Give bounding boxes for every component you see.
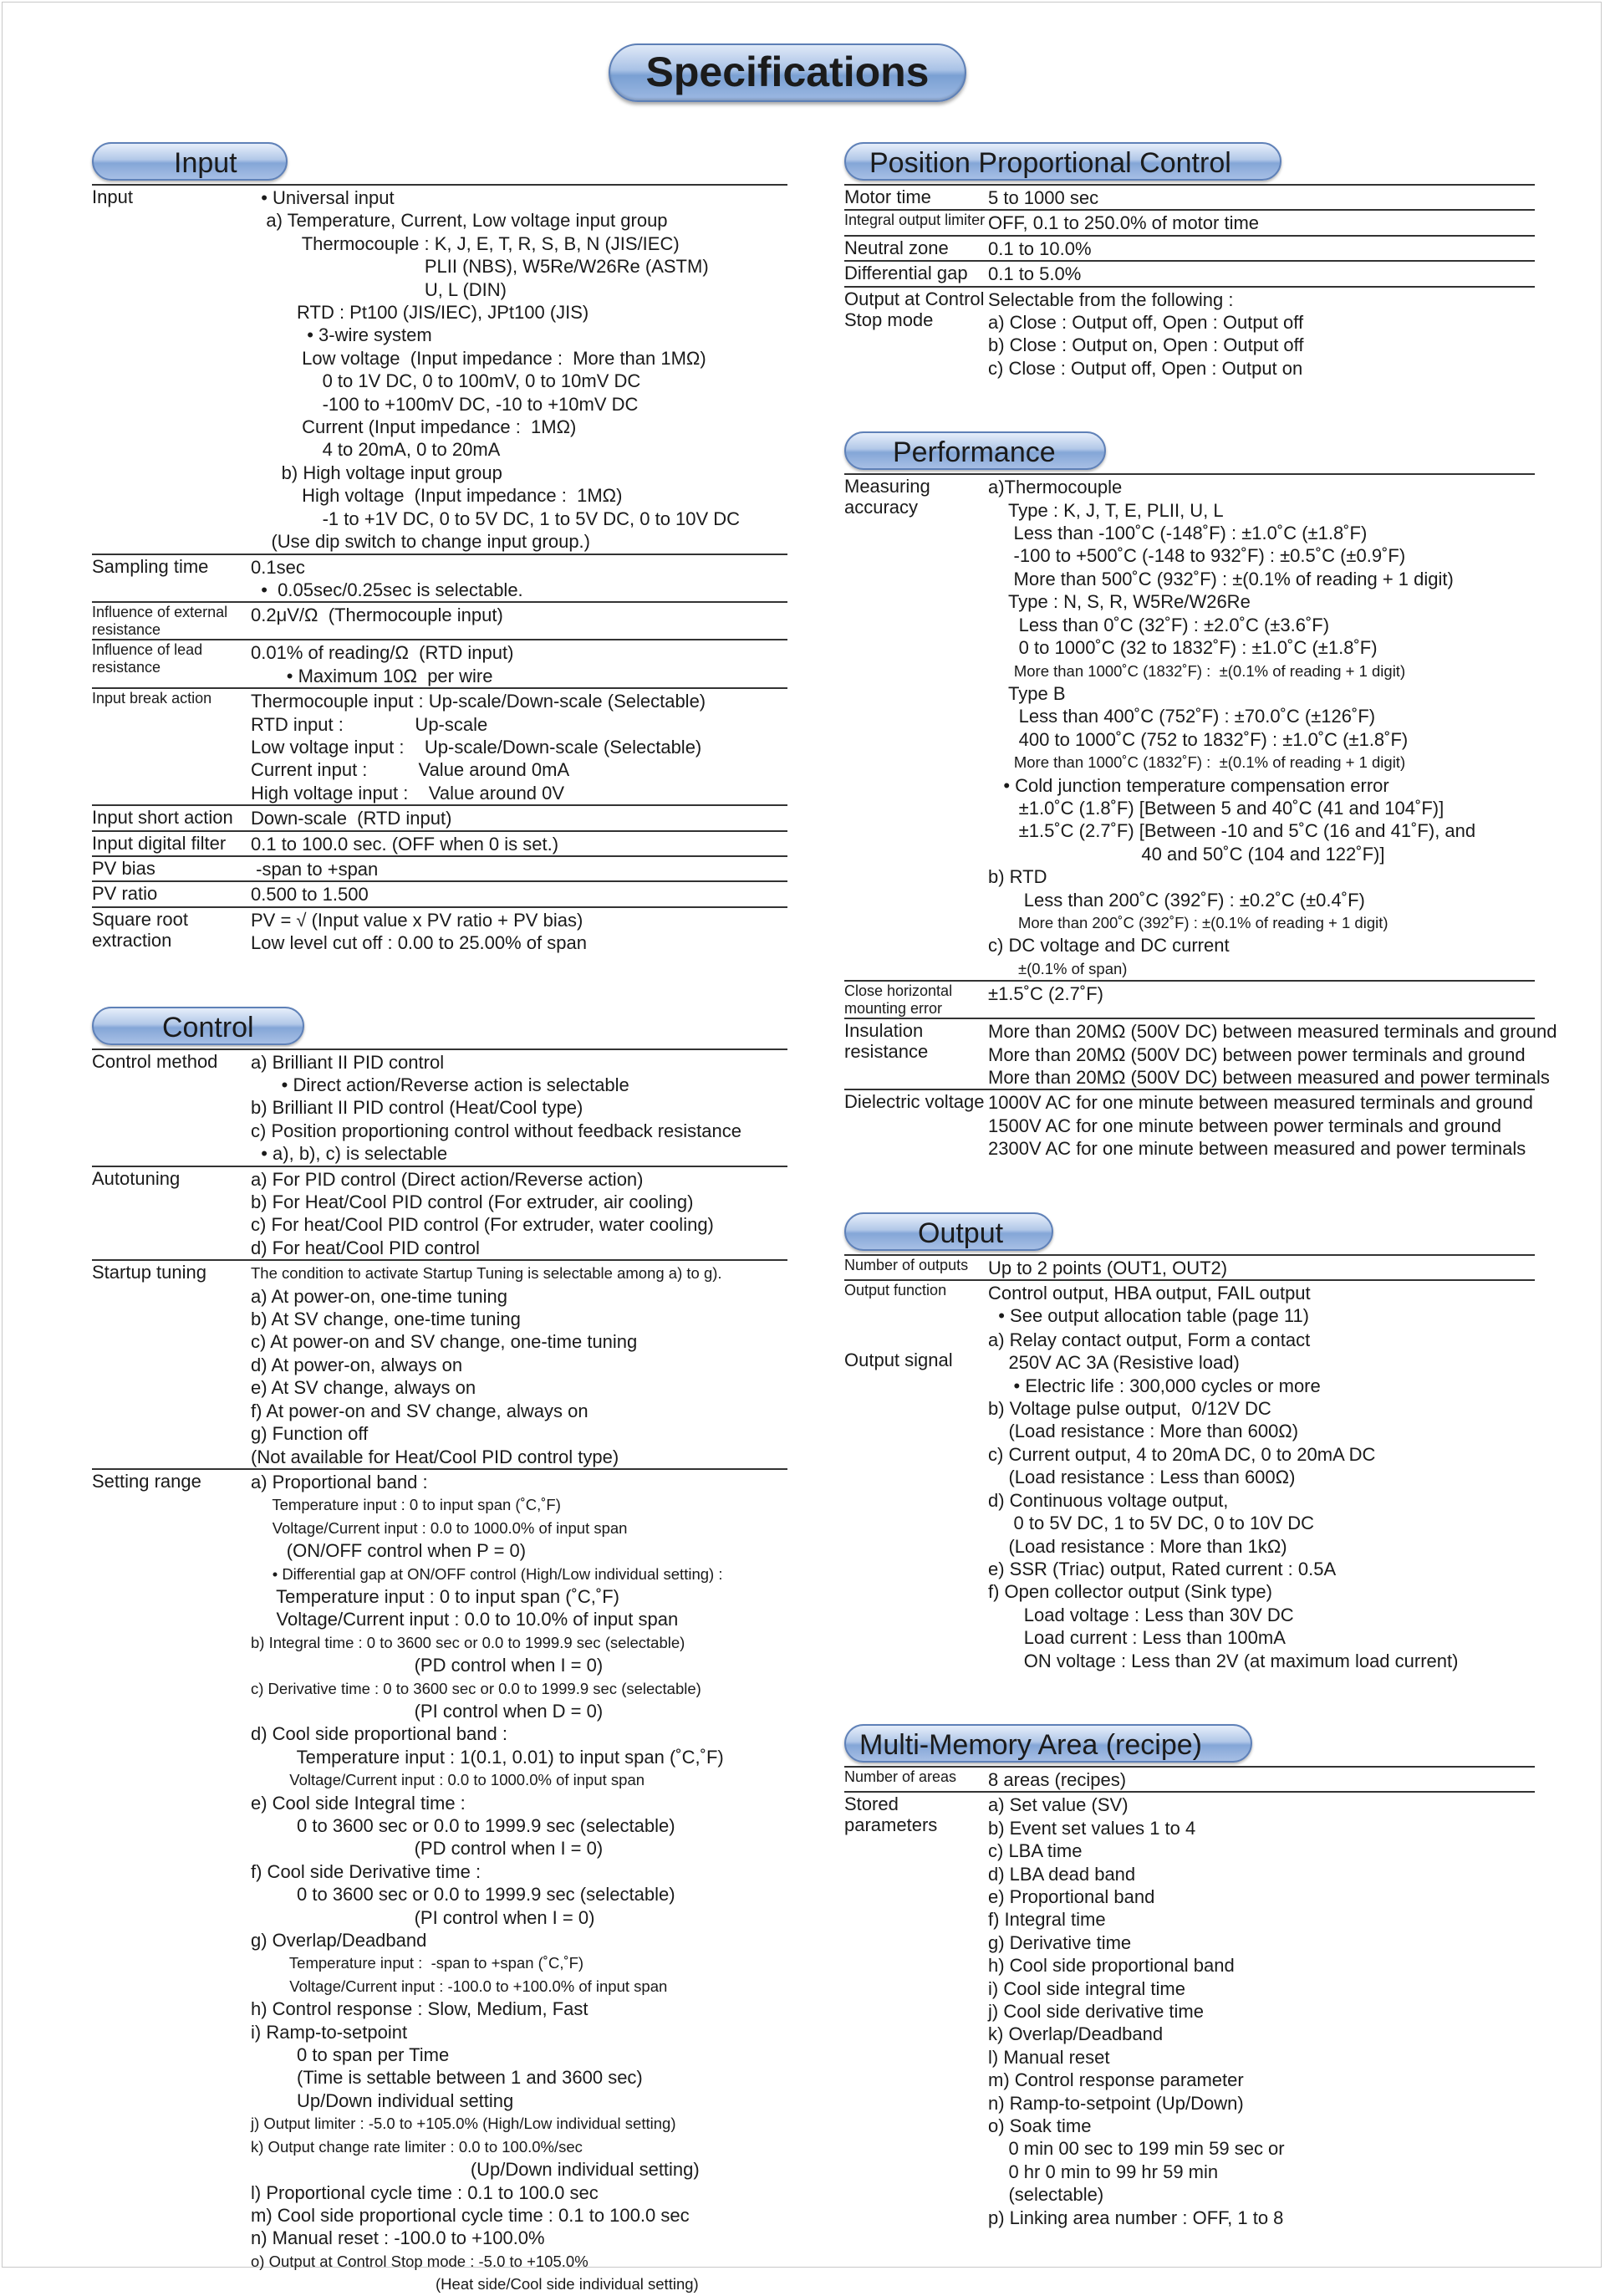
spec-line: h) Control response : Slow, Medium, Fast	[251, 1998, 588, 2020]
spec-line: -1 to +1V DC, 0 to 5V DC, 1 to 5V DC, 0 to 10V DC	[251, 508, 741, 529]
spec-line: j) Cool side derivative time	[988, 2001, 1204, 2022]
spec-line: 1000V AC for one minute between measured terminals and ground	[988, 1092, 1533, 1114]
spec-row	[92, 1470, 787, 2296]
spec-line: (PD control when I = 0)	[251, 1838, 604, 1860]
spec-line: High voltage (Input impedance : 1MΩ)	[251, 485, 623, 507]
spec-line: g) Function off	[251, 1423, 369, 1445]
spec-label: PV ratio	[92, 883, 158, 905]
spec-row	[92, 882, 787, 907]
spec-line: • Direct action/Reverse action is selectable	[251, 1074, 629, 1095]
spec-line: More than 20MΩ (500V DC) between measured and power terminals	[988, 1067, 1550, 1088]
spec-line: (Not available for Heat/Cool PID control type)	[251, 1446, 619, 1467]
spec-line: e) SSR (Triac) output, Rated current : 0.5A	[988, 1558, 1337, 1579]
spec-line: m) Control response parameter	[988, 2069, 1244, 2091]
spec-line: (ON/OFF control when P = 0)	[251, 1540, 527, 1562]
spec-row	[92, 908, 787, 955]
spec-line: Up to 2 points (OUT1, OUT2)	[988, 1257, 1228, 1278]
spec-line: Temperature input : 0 to input span (˚C,˚F)	[251, 1585, 620, 1607]
spec-line: (selectable)	[988, 2184, 1104, 2206]
spec-line: g) Overlap/Deadband	[251, 1930, 427, 1952]
spec-line: ±1.0˚C (1.8˚F) [Between 5 and 40˚C (41 and 104˚F)]	[988, 797, 1444, 819]
spec-line: a) At power-on, one-time tuning	[251, 1285, 507, 1307]
spec-line: Less than 400˚C (752˚F) : ±70.0˚C (±126˚F)	[988, 706, 1376, 727]
spec-row	[92, 806, 787, 831]
spec-line: i) Cool side integral time	[988, 1977, 1185, 1999]
spec-line: i) Ramp-to-setpoint	[251, 2021, 408, 2043]
section-title: Control	[92, 1007, 304, 1045]
spec-label: Sampling time	[92, 555, 209, 577]
spec-value	[251, 908, 787, 955]
spec-line: a)Thermocouple	[988, 477, 1123, 498]
spec-label: Input short action	[92, 807, 233, 829]
spec-value	[988, 1768, 1535, 1791]
spec-line: 250V AC 3A (Resistive load)	[988, 1352, 1240, 1374]
spec-line: Less than 200˚C (392˚F) : ±0.2˚C (±0.4˚F)	[988, 889, 1365, 911]
spec-line: • 3-wire system	[251, 324, 432, 346]
spec-row	[92, 1050, 787, 1167]
spec-line: (PI control when D = 0)	[251, 1700, 604, 1722]
spec-line: h) Cool side proportional band	[988, 1955, 1235, 1977]
spec-label: Insulation resistance	[844, 1020, 929, 1063]
spec-line: 0.2μV/Ω (Thermocouple input)	[251, 605, 503, 626]
spec-line: k) Overlap/Deadband	[988, 2023, 1164, 2045]
spec-line: Low voltage input : Up-scale/Down-scale (Selectable)	[251, 736, 702, 758]
spec-line: 0.500 to 1.500	[251, 884, 369, 906]
spec-line: Type : K, J, T, E, PLII, U, L	[988, 499, 1224, 521]
spec-label: Output signal	[844, 1349, 953, 1370]
spec-row	[92, 186, 787, 555]
spec-line: (PI control when I = 0)	[251, 1906, 595, 1928]
spec-row	[92, 857, 787, 882]
spec-value	[988, 237, 1535, 260]
spec-value	[251, 186, 787, 554]
spec-label: Startup tuning	[92, 1262, 206, 1283]
spec-table	[92, 1049, 787, 2296]
spec-line: • Universal input	[251, 187, 395, 208]
spec-line: c) For heat/Cool PID control (For extruder, water cooling)	[251, 1214, 714, 1236]
spec-line: 4 to 20mA, 0 to 20mA	[251, 439, 501, 461]
spec-line: 0.1sec	[251, 556, 305, 578]
spec-line: Thermocouple input : Up-scale/Down-scale (Selectable)	[251, 691, 706, 712]
spec-row	[844, 475, 1535, 982]
spec-line: • Maximum 10Ω per wire	[251, 665, 493, 686]
spec-label: Output at Control Stop mode	[844, 288, 985, 330]
spec-line: o) Soak time	[988, 2115, 1092, 2137]
spec-label: Influence of external resistance	[92, 604, 228, 639]
spec-line: (PD control when I = 0)	[251, 1655, 604, 1676]
spec-label: Autotuning	[92, 1167, 181, 1189]
spec-line: Voltage/Current input : -100.0 to +100.0% of input span	[251, 1977, 668, 1995]
spec-label: Neutral zone	[844, 237, 949, 258]
spec-line: b) Voltage pulse output, 0/12V DC	[988, 1398, 1271, 1420]
spec-line: Low level cut off : 0.00 to 25.00% of span	[251, 932, 587, 954]
spec-value	[988, 262, 1535, 285]
spec-row	[844, 237, 1535, 262]
section-multi-memory-area-recipe	[844, 1724, 1535, 2229]
spec-line: l) Manual reset	[988, 2046, 1110, 2068]
spec-line: b) High voltage input group	[251, 462, 502, 483]
spec-value	[988, 1281, 1535, 1328]
spec-line: 1500V AC for one minute between power terminals and ground	[988, 1115, 1501, 1136]
spec-line: -span to +span	[251, 858, 379, 880]
spec-label: Input	[92, 186, 133, 207]
spec-line: 0 to 3600 sec or 0.0 to 1999.9 sec (selectable)	[251, 1815, 675, 1836]
spec-label: Control method	[92, 1050, 218, 1072]
spec-line: f) Open collector output (Sink type)	[988, 1581, 1272, 1603]
spec-line: Load current : Less than 100mA	[988, 1627, 1286, 1649]
spec-label: Integral output limiter	[844, 212, 986, 229]
spec-line: Thermocouple : K, J, E, T, R, S, B, N (JIS/IEC)	[251, 232, 680, 254]
spec-line: 5 to 1000 sec	[988, 187, 1099, 208]
spec-line: -100 to +100mV DC, -10 to +10mV DC	[251, 393, 639, 415]
section-position-proportional-control	[844, 142, 1535, 380]
spec-line: 0.1 to 100.0 sec. (OFF when 0 is set.)	[251, 833, 559, 855]
spec-row	[92, 640, 787, 689]
spec-line: Load voltage : Less than 30V DC	[988, 1604, 1294, 1625]
spec-label: Number of areas	[844, 1768, 957, 1785]
spec-line: d) Cool side proportional band :	[251, 1723, 507, 1745]
spec-line: 0 min 00 sec to 199 min 59 sec or	[988, 2138, 1285, 2160]
spec-line: ON voltage : Less than 2V (at maximum load current)	[988, 1650, 1459, 1671]
spec-value	[988, 288, 1535, 380]
right-column	[844, 142, 1557, 2229]
spec-value	[251, 1050, 787, 1166]
left-column	[92, 142, 787, 2296]
spec-line: c) Current output, 4 to 20mA DC, 0 to 20mA DC	[988, 1443, 1376, 1465]
spec-line: a) Relay contact output, Form a contact	[988, 1329, 1311, 1350]
spec-row	[844, 1768, 1535, 1793]
spec-line: 2300V AC for one minute between measured and power terminals	[988, 1138, 1526, 1160]
spec-line: c) LBA time	[988, 1840, 1083, 1862]
spec-line: (Time is settable between 1 and 3600 sec)	[251, 2067, 643, 2089]
spec-label: Stored parameters	[844, 1793, 938, 1836]
spec-value	[251, 832, 787, 855]
spec-line: Voltage/Current input : 0.0 to 10.0% of input span	[251, 1609, 679, 1630]
spec-row	[92, 555, 787, 604]
spec-line: 0 to 5V DC, 1 to 5V DC, 0 to 10V DC	[988, 1513, 1315, 1534]
spec-line: f) Cool side Derivative time :	[251, 1860, 482, 1882]
spec-line: • Electric life : 300,000 cycles or more	[988, 1375, 1321, 1396]
spec-line: b) Close : Output on, Open : Output off	[988, 334, 1304, 356]
spec-line: f) At power-on and SV change, always on	[251, 1400, 588, 1421]
spec-line: Temperature input : -span to +span (˚C,˚F)	[251, 1954, 584, 1972]
spec-line: Less than -100˚C (-148˚F) : ±1.0˚C (±1.8˚F)	[988, 523, 1368, 544]
spec-row	[844, 186, 1535, 211]
spec-line: More than 1000˚C (1832˚F) : ±(0.1% of reading + 1 digit)	[988, 661, 1406, 680]
spec-line: a) For PID control (Direct action/Reverse action)	[251, 1168, 644, 1190]
spec-line: PLII (NBS), W5Re/W26Re (ASTM)	[251, 256, 709, 278]
spec-label: Output function	[844, 1282, 947, 1299]
spec-line: f) Integral time	[988, 1909, 1106, 1931]
spec-line: Voltage/Current input : 0.0 to 1000.0% of input span	[251, 1518, 628, 1537]
spec-label: Setting range	[92, 1470, 201, 1492]
spec-line: 0 to 1V DC, 0 to 100mV, 0 to 10mV DC	[251, 370, 641, 392]
spec-line: a) Close : Output off, Open : Output off	[988, 312, 1304, 334]
spec-line: RTD input : Up-scale	[251, 713, 488, 735]
spec-line: PV = √ (Input value x PV ratio + PV bias)	[251, 909, 583, 931]
spec-row	[844, 1019, 1557, 1090]
spec-line: High voltage input : Value around 0V	[251, 782, 565, 804]
page-title: Specifications	[609, 43, 966, 102]
spec-line: 0.1 to 10.0%	[988, 237, 1092, 259]
spec-line: c) Close : Output off, Open : Output on	[988, 357, 1303, 379]
spec-label: Motor time	[844, 186, 931, 207]
spec-row	[844, 1256, 1535, 1281]
spec-line: b) RTD	[988, 866, 1047, 888]
spec-line: p) Linking area number : OFF, 1 to 8	[988, 2207, 1284, 2228]
spec-line: OFF, 0.1 to 250.0% of motor time	[988, 212, 1260, 234]
spec-line: e) At SV change, always on	[251, 1377, 476, 1399]
spec-line: ±(0.1% of span)	[988, 959, 1128, 977]
spec-line: c) Derivative time : 0 to 3600 sec or 0.0 to 1999.9 sec (selectable)	[251, 1679, 701, 1697]
spec-line: (Up/Down individual setting)	[251, 2159, 700, 2181]
spec-table	[844, 1254, 1535, 1672]
spec-row	[92, 603, 787, 640]
spec-value	[988, 186, 1535, 209]
spec-value	[988, 1019, 1557, 1089]
spec-line: b) At SV change, one-time tuning	[251, 1309, 521, 1330]
spec-value	[251, 603, 787, 639]
spec-row	[844, 1328, 1535, 1672]
spec-line: • Cold junction temperature compensation error	[988, 774, 1389, 796]
spec-line: b) Integral time : 0 to 3600 sec or 0.0 to 1999.9 sec (selectable)	[251, 1633, 685, 1651]
spec-line: o) Output at Control Stop mode : -5.0 to +105.0%	[251, 2252, 588, 2270]
spec-line: k) Output change rate limiter : 0.0 to 100.0%/sec	[251, 2137, 583, 2156]
spec-value	[251, 555, 787, 602]
spec-line: 40 and 50˚C (104 and 122˚F)]	[988, 843, 1385, 865]
spec-label: Number of outputs	[844, 1256, 969, 1273]
spec-line: c) DC voltage and DC current	[988, 935, 1230, 957]
spec-label: Differential gap	[844, 263, 968, 284]
spec-line: c) At power-on and SV change, one-time tuning	[251, 1331, 638, 1353]
spec-line: More than 20MΩ (500V DC) between power terminals and ground	[988, 1043, 1526, 1065]
spec-line: c) Position proportioning control without feedback resistance	[251, 1120, 741, 1141]
spec-line: l) Proportional cycle time : 0.1 to 100.0 sec	[251, 2181, 599, 2203]
spec-line: 0.1 to 5.0%	[988, 263, 1082, 285]
spec-label: Close horizontal mounting error	[844, 982, 953, 1018]
section-input	[92, 142, 787, 955]
spec-table	[844, 473, 1557, 1160]
spec-value	[251, 640, 787, 687]
spec-value	[251, 882, 787, 906]
spec-line: Low voltage (Input impedance : More than 1MΩ)	[251, 347, 706, 369]
spec-row	[844, 1281, 1535, 1328]
spec-line: • a), b), c) is selectable	[251, 1143, 448, 1165]
spec-line: d) For heat/Cool PID control	[251, 1237, 480, 1258]
spec-line: Type : N, S, R, W5Re/W26Re	[988, 591, 1251, 613]
spec-line: (Heat side/Cool side individual setting)	[251, 2275, 699, 2293]
spec-row	[844, 211, 1535, 236]
spec-line: • See output allocation table (page 11)	[988, 1305, 1310, 1327]
spec-line: a) Proportional band :	[251, 1471, 428, 1492]
section-title: Position Proportional Control	[844, 142, 1281, 181]
spec-value	[988, 1090, 1535, 1160]
spec-line: Less than 0˚C (32˚F) : ±2.0˚C (±3.6˚F)	[988, 614, 1330, 635]
spec-line: d) LBA dead band	[988, 1863, 1136, 1885]
spec-line: 0 to span per Time	[251, 2044, 450, 2066]
spec-value	[251, 857, 787, 880]
spec-label: Square root extraction	[92, 908, 188, 951]
spec-line: More than 200˚C (392˚F) : ±(0.1% of reading + 1 digit)	[988, 913, 1388, 931]
section-title: Performance	[844, 431, 1106, 470]
spec-table	[844, 184, 1535, 380]
spec-value	[988, 1328, 1535, 1672]
spec-value	[251, 1470, 787, 2296]
spec-line: b) Event set values 1 to 4	[988, 1817, 1196, 1839]
spec-line: • 0.05sec/0.25sec is selectable.	[251, 579, 523, 600]
spec-line: More than 20MΩ (500V DC) between measured terminals and ground	[988, 1021, 1557, 1043]
spec-line: Selectable from the following :	[988, 288, 1234, 310]
spec-line: Type B	[988, 682, 1066, 704]
spec-line: 0.01% of reading/Ω (RTD input)	[251, 642, 514, 664]
spec-line: More than 500˚C (932˚F) : ±(0.1% of reading + 1 digit)	[988, 568, 1454, 589]
spec-line: d) Continuous voltage output,	[988, 1489, 1229, 1511]
section-performance	[844, 431, 1557, 1160]
spec-line: Down-scale (RTD input)	[251, 808, 452, 829]
section-title: Multi-Memory Area (recipe)	[844, 1724, 1252, 1763]
spec-line: n) Ramp-to-setpoint (Up/Down)	[988, 2092, 1244, 2114]
spec-row	[844, 288, 1535, 380]
spec-row	[844, 982, 1535, 1019]
section-title: Output	[844, 1212, 1053, 1251]
spec-label: Measuring accuracy	[844, 476, 930, 518]
spec-row	[844, 1090, 1535, 1160]
section-output	[844, 1212, 1535, 1672]
spec-row	[92, 1261, 787, 1470]
spec-label: PV bias	[92, 857, 155, 879]
spec-line: Up/Down individual setting	[251, 2089, 514, 2111]
spec-line: g) Derivative time	[988, 1931, 1132, 1953]
spec-line: Control output, HBA output, FAIL output	[988, 1283, 1311, 1304]
spec-line: ±1.5˚C (2.7˚F) [Between -10 and 5˚C (16 and 41˚F), and	[988, 820, 1476, 842]
section-control	[92, 1007, 787, 2296]
spec-label: Input digital filter	[92, 832, 227, 854]
spec-line: Temperature input : 1(0.1, 0.01) to input span (˚C,˚F)	[251, 1746, 724, 1768]
spec-line: 0 to 3600 sec or 0.0 to 1999.9 sec (selectable)	[251, 1884, 675, 1906]
spec-line: d) At power-on, always on	[251, 1354, 463, 1375]
spec-value	[988, 982, 1535, 1018]
section-title: Input	[92, 142, 288, 181]
spec-label: Input break action	[92, 690, 212, 707]
spec-line: More than 1000˚C (1832˚F) : ±(0.1% of reading + 1 digit)	[988, 753, 1406, 772]
spec-line: (Load resistance : More than 600Ω)	[988, 1421, 1299, 1442]
spec-line: m) Cool side proportional cycle time : 0.1 to 100.0 sec	[251, 2204, 690, 2226]
spec-row	[844, 262, 1535, 287]
spec-line: (Use dip switch to change input group.)	[251, 531, 590, 553]
spec-value	[251, 689, 787, 804]
spec-value	[988, 475, 1535, 980]
spec-value	[988, 211, 1535, 234]
spec-line: a) Temperature, Current, Low voltage input group	[251, 210, 668, 232]
spec-table	[844, 1766, 1535, 2229]
spec-line: a) Brilliant II PID control	[251, 1051, 445, 1073]
spec-value	[251, 1167, 787, 1260]
spec-line: j) Output limiter : -5.0 to +105.0% (High/Low individual setting)	[251, 2115, 676, 2133]
spec-line: Current (Input impedance : 1MΩ)	[251, 416, 577, 438]
spec-value	[251, 1261, 787, 1468]
spec-value	[251, 806, 787, 829]
spec-line: b) For Heat/Cool PID control (For extruder, air cooling)	[251, 1191, 694, 1213]
spec-line: • Differential gap at ON/OFF control (High/Low individual setting) :	[251, 1564, 723, 1583]
spec-line: U, L (DIN)	[251, 278, 507, 300]
spec-table	[92, 184, 787, 955]
spec-line: Temperature input : 0 to input span (˚C,˚F)	[251, 1496, 561, 1514]
spec-line: 0 hr 0 min to 99 hr 59 min	[988, 2161, 1219, 2182]
spec-line: (Load resistance : More than 1kΩ)	[988, 1535, 1287, 1557]
spec-line: The condition to activate Startup Tuning is selectable among a) to g).	[251, 1264, 722, 1283]
spec-line: ±1.5˚C (2.7˚F)	[988, 983, 1103, 1005]
spec-line: e) Cool side Integral time :	[251, 1792, 466, 1814]
spec-value	[988, 1256, 1535, 1279]
spec-line: (Load resistance : Less than 600Ω)	[988, 1467, 1296, 1488]
spec-line: 0 to 1000˚C (32 to 1832˚F) : ±1.0˚C (±1.8˚F)	[988, 637, 1378, 659]
spec-line: e) Proportional band	[988, 1885, 1155, 1907]
spec-label: Influence of lead resistance	[92, 641, 203, 676]
spec-line: 8 areas (recipes)	[988, 1768, 1127, 1790]
spec-row	[92, 689, 787, 806]
spec-row	[844, 1793, 1535, 2229]
spec-line: a) Set value (SV)	[988, 1794, 1129, 1816]
spec-line: 400 to 1000˚C (752 to 1832˚F) : ±1.0˚C (±1.8˚F)	[988, 728, 1409, 750]
spec-line: Current input : Value around 0mA	[251, 759, 570, 781]
spec-value	[988, 1793, 1535, 2229]
spec-line: RTD : Pt100 (JIS/IEC), JPt100 (JIS)	[251, 302, 589, 324]
spec-line: b) Brilliant II PID control (Heat/Cool type)	[251, 1097, 583, 1119]
spec-label: Dielectric voltage	[844, 1091, 985, 1113]
spec-line: -100 to +500˚C (-148 to 932˚F) : ±0.5˚C (±0.9˚F)	[988, 545, 1406, 567]
spec-line: Voltage/Current input : 0.0 to 1000.0% of input span	[251, 1771, 645, 1789]
spec-row	[92, 832, 787, 857]
spec-line: n) Manual reset : -100.0 to +100.0%	[251, 2227, 545, 2249]
spec-row	[92, 1167, 787, 1262]
